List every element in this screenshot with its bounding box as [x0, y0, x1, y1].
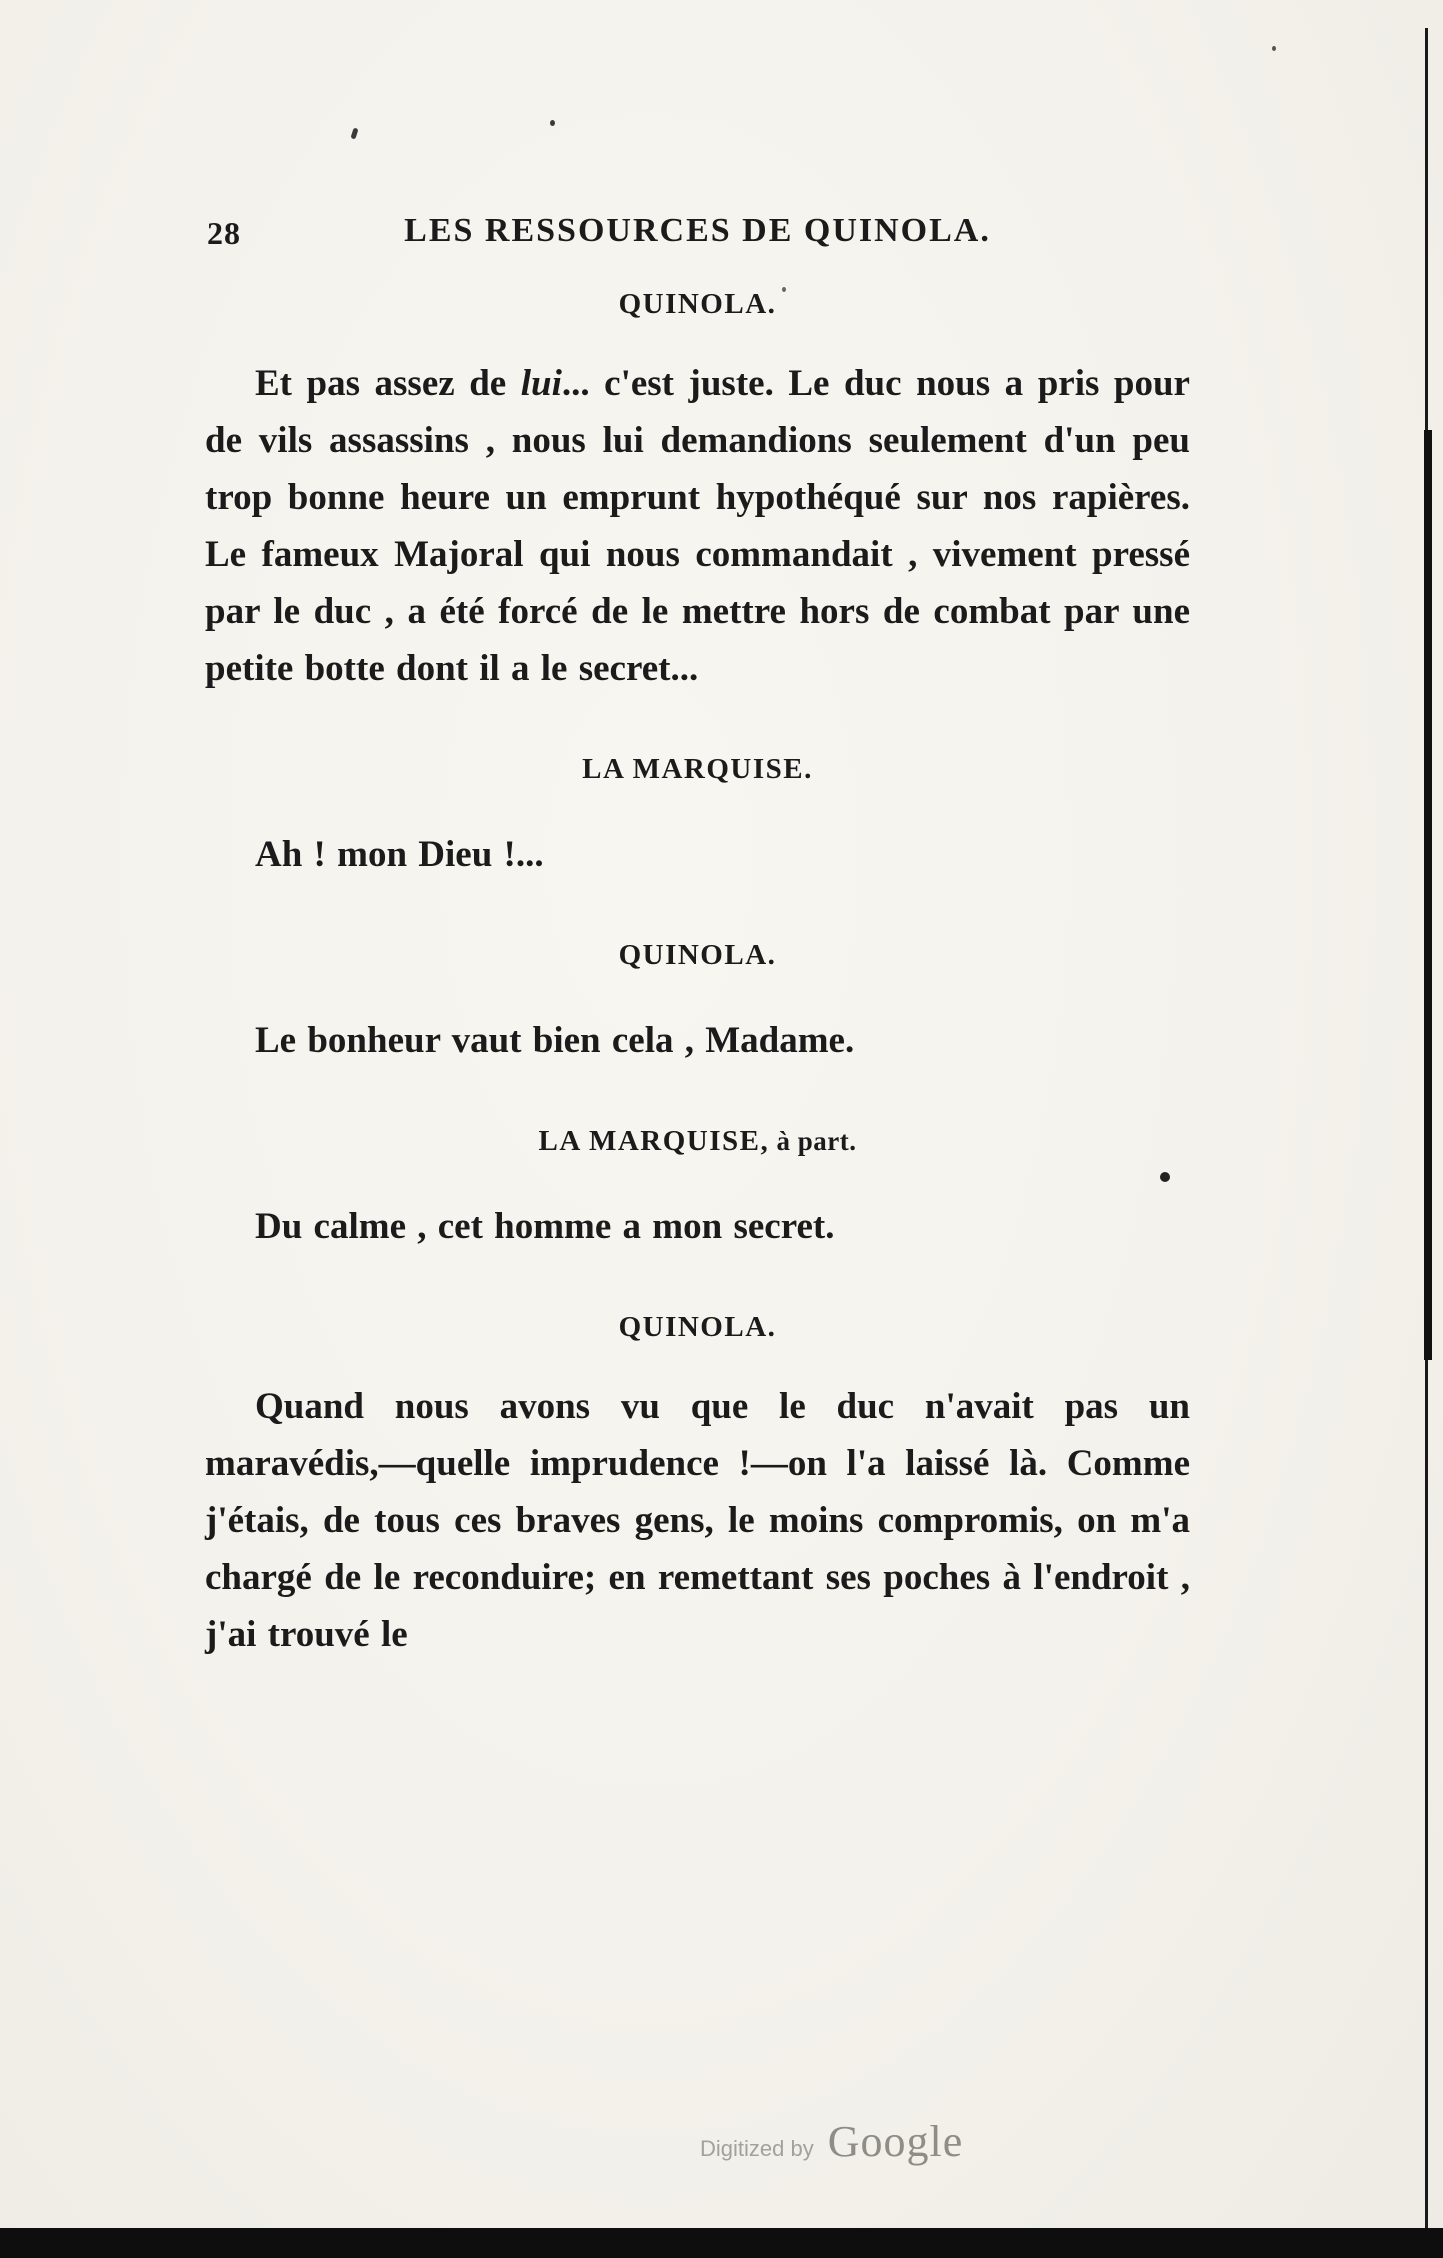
- page-number: 28: [207, 215, 241, 251]
- scan-speck: [1160, 1172, 1170, 1182]
- digitized-watermark: [700, 2116, 963, 2167]
- scan-edge-line-thick: [1424, 430, 1432, 1360]
- google-logo: Google: [827, 2117, 964, 2166]
- dialogue-line-2: Ah ! mon Dieu !...: [255, 834, 544, 875]
- dialogue-text-italic: lui: [520, 363, 562, 404]
- scan-speck: [550, 120, 555, 126]
- speaker-name: LA MARQUISE,: [538, 1125, 770, 1157]
- page-header: [205, 212, 1190, 260]
- speaker-label-quinola-1: QUINOLA.: [618, 288, 777, 320]
- scan-bottom-bar: [0, 2228, 1443, 2258]
- dialogue-paragraph-1: [205, 355, 1190, 697]
- scan-speck: [350, 127, 358, 139]
- text-block: [205, 212, 1190, 1663]
- speaker-label-quinola-2: QUINOLA.: [618, 939, 777, 971]
- scan-speck: [1272, 46, 1276, 51]
- dialogue-text: ... c'est juste. Le duc nous a pris pour de vils assassins , nous lui demandions seulement d'un peu trop bonne heure un emprunt hypothéqué sur nos rapières. Le fameux Majoral qui nous commandait , vivement pressé par le duc , a été forcé de le mettre hors de combat par une petite botte dont il a le secret...: [205, 363, 1190, 689]
- dialogue-text: Et pas assez de: [255, 363, 521, 404]
- speaker-label-marquise-2: [205, 1125, 1190, 1158]
- digitized-by-label: Digitized by: [700, 2136, 814, 2161]
- dialogue-line-4: Du calme , cet homme a mon secret.: [255, 1206, 835, 1247]
- running-title: LES RESSOURCES DE QUINOLA.: [404, 212, 991, 249]
- scan-speck: [782, 287, 786, 292]
- dialogue-paragraph-5: Quand nous avons vu que le duc n'avait pas un maravédis,—quelle imprudence !—on l'a laissé là. Comme j'étais, de tous ces braves gens, le moins compromis, on m'a chargé de le reconduire; en remettant ses poches à l'endroit , j'ai trouvé le: [205, 1386, 1190, 1655]
- speaker-stage-direction: à part.: [769, 1126, 857, 1156]
- dialogue-line-3: Le bonheur vaut bien cela , Madame.: [255, 1020, 855, 1061]
- speaker-label-quinola-3: QUINOLA.: [618, 1311, 777, 1343]
- speaker-label-marquise-1: LA MARQUISE.: [582, 753, 813, 785]
